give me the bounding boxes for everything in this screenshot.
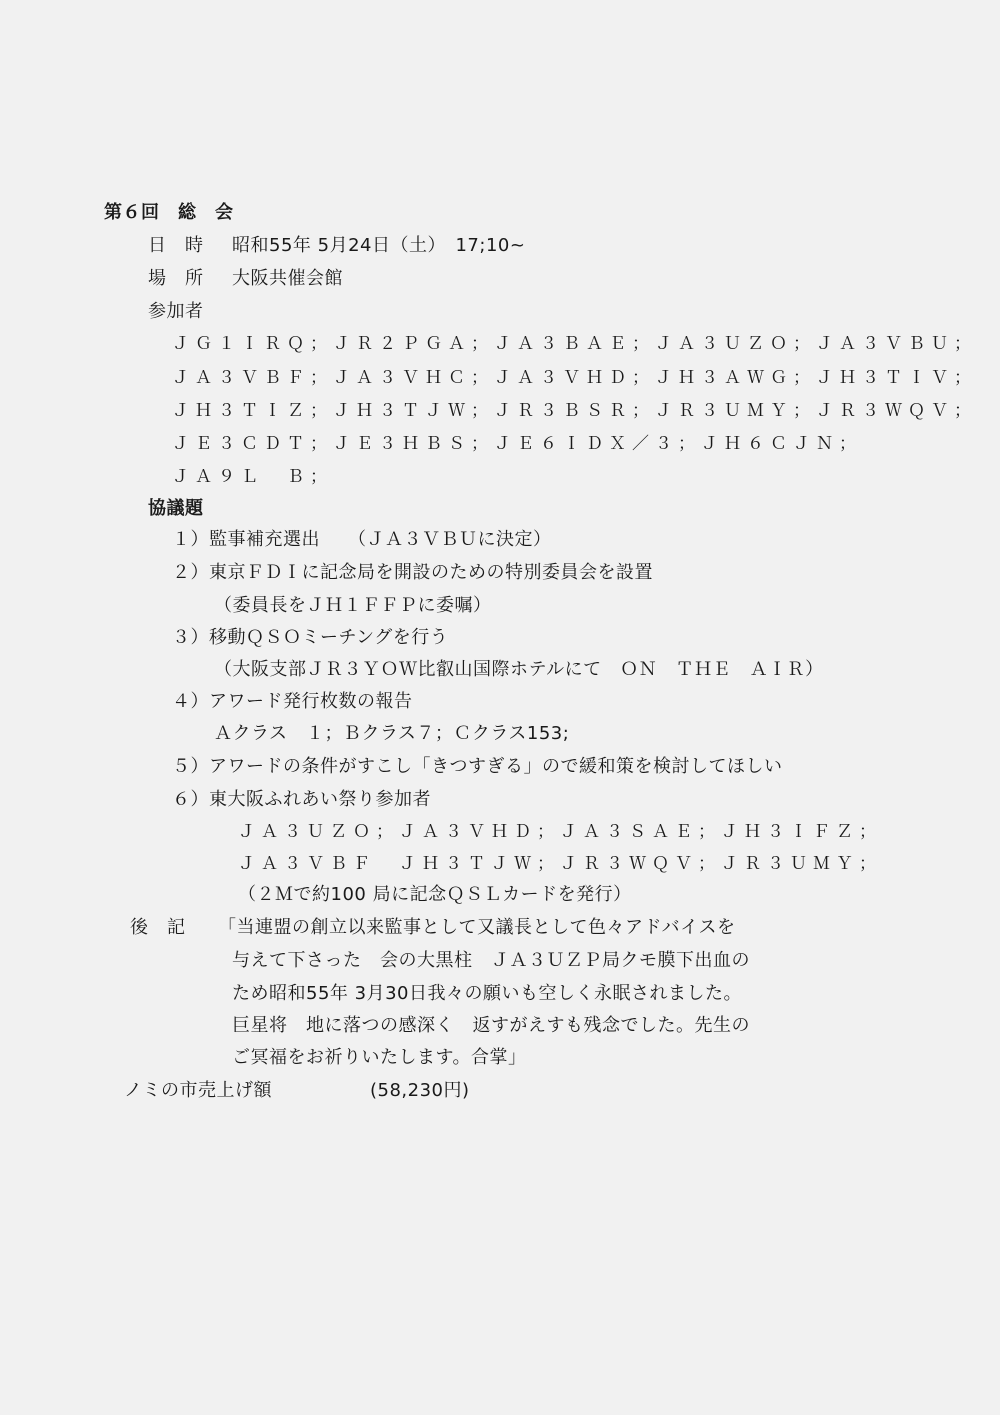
participants-label: 参加者 <box>148 301 204 322</box>
flea-market-label: ノミの市売上げ額 <box>124 1080 272 1101</box>
flea-market-value: (58,230円) <box>370 1080 470 1101</box>
participant-line: ＪＡ９Ｌ Ｂ； <box>172 467 333 487</box>
agenda-item-note: （大阪支部ＪＲ３ＹＯＷ比叡山国際ホテルにて ＯＮ ＴＨＥ ＡＩＲ） <box>214 659 824 680</box>
datetime-value: 昭和55年 5月24日（土） 17;10~ <box>232 235 526 256</box>
agenda-item-note: ＪＡ３ＶＢＦ ＪＨ３ＴＪＷ；ＪＲ３ＷＱＶ；ＪＲ３ＵＭＹ； <box>238 854 882 874</box>
place-label: 場 所 <box>148 268 204 289</box>
postscript-label: 後 記 <box>130 917 186 938</box>
datetime-label: 日 時 <box>148 235 204 256</box>
agenda-label: 協議題 <box>148 498 204 519</box>
agenda-item: ６）東大阪ふれあい祭り参加者 <box>172 789 431 810</box>
participant-line: ＪＥ３ＣＤＴ；ＪＥ３ＨＢＳ；ＪＥ６ＩＤＸ／３；ＪＨ６ＣＪＮ； <box>172 434 862 454</box>
participant-line: ＪＡ３ＶＢＦ；ＪＡ３ＶＨＣ；ＪＡ３ＶＨＤ；ＪＨ３ＡＷＧ；ＪＨ３ＴＩＶ； <box>172 368 977 388</box>
agenda-item-note: Ａクラス １；Ｂクラス７；Ｃクラス153; <box>214 723 570 744</box>
postscript-line: 巨星将 地に落つの感深く 返すがえすも残念でした。先生の <box>232 1015 750 1036</box>
postscript-line: ご冥福をお祈りいたします。合掌」 <box>232 1047 527 1068</box>
postscript-line: ため昭和55年 3月30日我々の願いも空しく永眠されました。 <box>232 983 742 1004</box>
agenda-item-note: （２Ｍで約100 局に記念ＱＳＬカードを発行） <box>238 884 632 905</box>
participant-line: ＪＧ１ＩＲＱ；ＪＲ２ＰＧＡ；ＪＡ３ＢＡＥ；ＪＡ３ＵＺＯ；ＪＡ３ＶＢＵ； <box>172 334 977 354</box>
agenda-item-note: （委員長をＪＨ１ＦＦＰに委嘱） <box>214 595 492 616</box>
place-value: 大阪共催会館 <box>232 268 343 289</box>
agenda-item-note: ＪＡ３ＵＺＯ；ＪＡ３ＶＨＤ；ＪＡ３ＳＡＥ；ＪＨ３ＩＦＺ； <box>238 822 882 842</box>
participant-line: ＪＨ３ＴＩＺ；ＪＨ３ＴＪＷ；ＪＲ３ＢＳＲ；ＪＲ３ＵＭＹ；ＪＲ３ＷＱＶ； <box>172 401 977 421</box>
postscript-line: 与えて下さった 会の大黒柱 ＪＡ３ＵＺＰ局クモ膜下出血の <box>232 950 750 971</box>
meeting-heading: 第６回 総 会 <box>104 202 234 223</box>
agenda-item: １）監事補充選出 （ＪＡ３ＶＢＵに決定） <box>172 529 552 550</box>
agenda-item: ５）アワードの条件がすこし「きつすぎる」ので緩和策を検討してほしい <box>172 756 783 777</box>
agenda-item: ４）アワード発行枚数の報告 <box>172 691 413 712</box>
agenda-item: ３）移動ＱＳＯミーチングを行う <box>172 627 449 648</box>
postscript-line: 「当連盟の創立以来監事として又議長として色々アドバイスを <box>218 917 736 938</box>
agenda-item: ２）東京ＦＤＩに記念局を開設のための特別委員会を設置 <box>172 562 653 583</box>
